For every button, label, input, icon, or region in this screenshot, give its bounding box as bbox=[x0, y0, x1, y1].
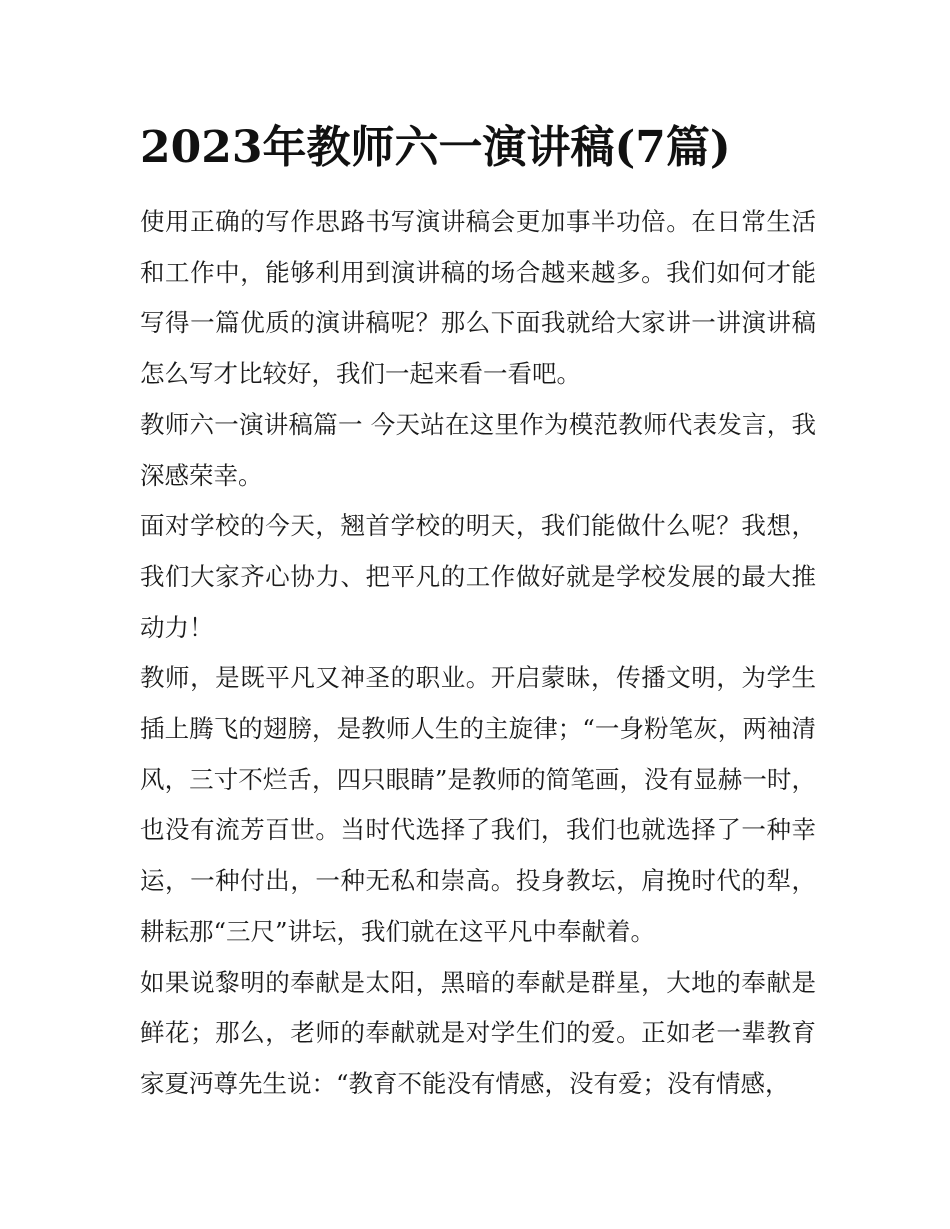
paragraph-teacher-profession: 教师，是既平凡又神圣的职业。开启蒙昧，传播文明，为学生插上腾飞的翅膀，是教师人生的主旋律；“一身粉笔灰，两袖清风，三寸不烂舌，四只眼睛”是教师的简笔画，没有显赫一时，也没有流芳百世。当时代选择了我们，我们也就选择了一种幸运，一种付出，一种无私和崇高。投身教坛，肩挽时代的犁，耕耘那“三尺”讲坛，我们就在这平凡中奉献着。 bbox=[140, 663, 816, 946]
document-title: 2023年教师六一演讲稿(7篇) bbox=[140, 122, 731, 173]
paragraph-question: 面对学校的今天，翘首学校的明天，我们能做什么呢？我想，我们大家齐心协力、把平凡的工作做好就是学校发展的最大推动力！ bbox=[140, 511, 816, 642]
paragraph-dedication: 如果说黎明的奉献是太阳，黑暗的奉献是群星，大地的奉献是鲜花；那么，老师的奉献就是对学生们的爱。正如老一辈教育家夏沔尊先生说：“教育不能没有情感，没有爱；没有情感， bbox=[140, 967, 816, 1098]
paragraph-intro: 使用正确的写作思路书写演讲稿会更加事半功倍。在日常生活和工作中，能够利用到演讲稿的场合越来越多。我们如何才能写得一篇优质的演讲稿呢？那么下面我就给大家讲一讲演讲稿怎么写才比较好，我们一起来看一看吧。 bbox=[140, 207, 816, 389]
paragraph-opening: 教师六一演讲稿篇一 今天站在这里作为模范教师代表发言，我深感荣幸。 bbox=[140, 409, 816, 490]
document-body bbox=[140, 197, 816, 1110]
